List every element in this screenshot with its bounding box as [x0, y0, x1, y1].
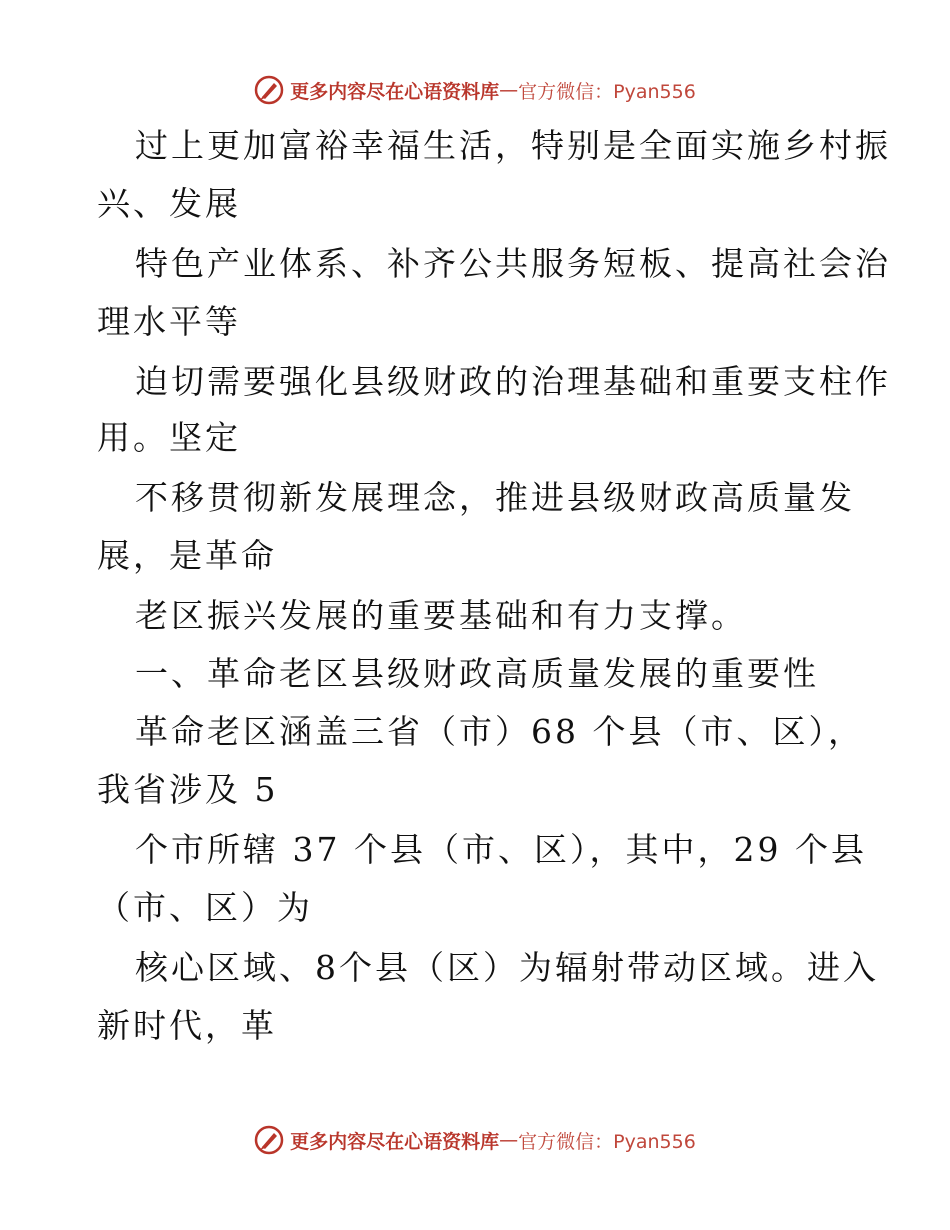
body-line: 理水平等 — [97, 302, 241, 341]
header-separator: — — [499, 79, 519, 101]
body-line: （市、区）为 — [97, 888, 313, 927]
footer-watermark — [0, 1120, 950, 1160]
body-line: 新时代，革 — [97, 1006, 277, 1045]
body-line: 兴、发展 — [97, 184, 241, 223]
body-line: 迫切需要强化县级财政的治理基础和重要支柱作 — [135, 362, 891, 401]
section-heading: 一、革命老区县级财政高质量发展的重要性 — [135, 654, 819, 693]
footer-brand-text: 更多内容尽在心语资料库 — [290, 1130, 500, 1153]
body-line: 个市所辖 37 个县（市、区），其中，29 个县 — [135, 830, 867, 869]
body-line: 老区振兴发展的重要基础和有力支撑。 — [135, 596, 747, 635]
body-line: 用。坚定 — [97, 418, 241, 457]
body-line: 核心区域、8个县（区）为辐射带动区域。进入 — [135, 948, 879, 987]
body-line: 我省涉及 5 — [97, 770, 279, 809]
body-line: 革命老区涵盖三省（市）68 个县（市、区）， — [135, 712, 864, 751]
footer-separator: — — [499, 1129, 519, 1151]
body-line: 过上更加富裕幸福生活，特别是全面实施乡村振 — [135, 126, 891, 165]
header-contact-text: 官方微信：Pyan556 — [518, 80, 696, 103]
header-watermark — [0, 70, 950, 110]
body-line: 展，是革命 — [97, 536, 277, 575]
footer-contact-text: 官方微信：Pyan556 — [518, 1130, 696, 1153]
pen-nib-logo-icon — [254, 75, 284, 105]
body-line: 特色产业体系、补齐公共服务短板、提高社会治 — [135, 244, 891, 283]
header-brand-text: 更多内容尽在心语资料库 — [290, 80, 500, 103]
pen-nib-logo-icon — [254, 1125, 284, 1155]
body-line: 不移贯彻新发展理念，推进县级财政高质量发 — [135, 478, 855, 517]
